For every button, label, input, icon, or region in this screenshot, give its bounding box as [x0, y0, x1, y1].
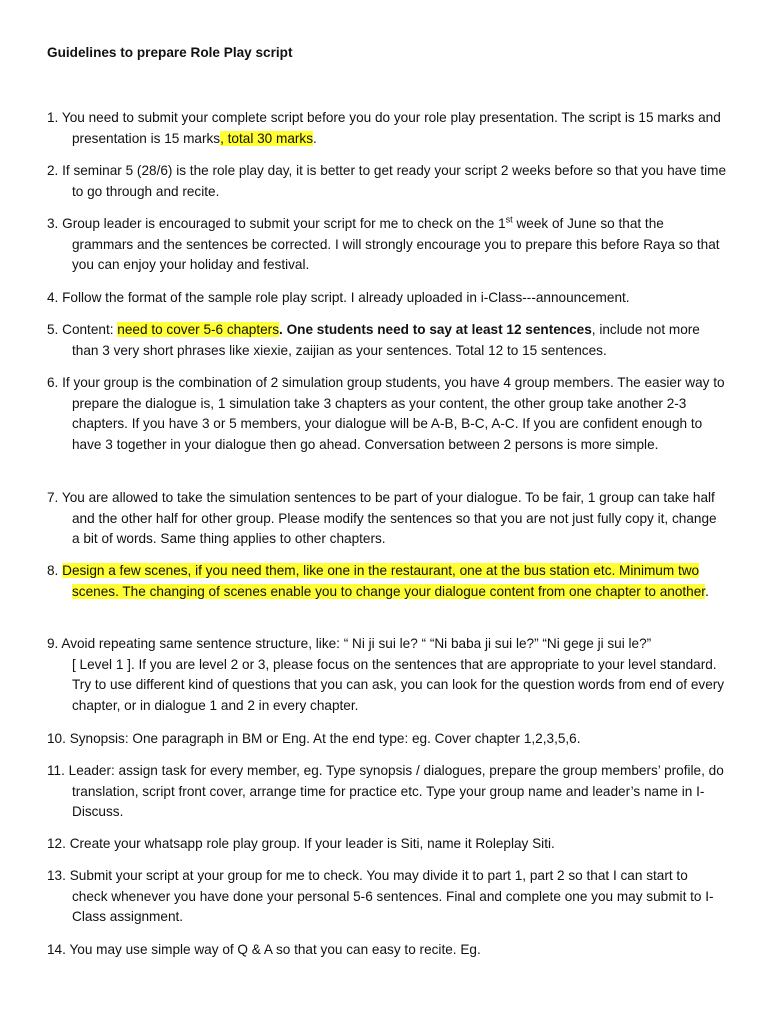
item-text: Follow the format of the sample role play script. I already uploaded in i-Class---announcement. — [62, 290, 630, 305]
item-text: Synopsis: One paragraph in BM or Eng. At the end type: eg. Cover chapter 1,2,3,5,6. — [69, 731, 581, 746]
guideline-item-13 — [47, 866, 727, 928]
item-text-cont: week of June so that the grammars and the sentences be corrected. I will strongly encourage you to prepare this before Raya so that you can enjoy your holiday and festival. — [72, 216, 720, 272]
item-text: Leader: assign task for every member, eg. Type synopsis / dialogues, prepare the group members’ profile, do translation, script front cover, arrange time for practice etc. Type your group name and leader’s name in I-Discuss. — [68, 763, 724, 819]
item-text: Create your whatsapp role play group. If your leader is Siti, name it Roleplay Siti. — [69, 836, 555, 851]
guideline-item-6 — [47, 373, 727, 455]
guideline-item-14 — [47, 940, 727, 961]
item-number: 5. — [47, 322, 59, 337]
item-text: Avoid repeating same sentence structure, like: “ Ni ji sui le? “ “Ni baba ji sui le?” “Ni gege ji sui le?” — [61, 636, 652, 651]
item-text: If your group is the combination of 2 simulation group students, you have 4 group members. The easier way to prepare the dialogue is, 1 simulation take 3 chapters as your content, the other group take another 2-3 chapters. If you have 3 or 5 members, your dialogue will be A-B, B-C, A-C. If you are confident enough to have 3 together in your dialogue then go ahead. Conversation between 2 persons is more simple. — [62, 375, 725, 452]
guideline-item-5 — [47, 320, 727, 361]
item-text: You are allowed to take the simulation sentences to be part of your dialogue. To be fair, 1 group can take half and the other half for other group. Please modify the sentences so that you are not just fully copy it, change a bit of words. Same thing applies to other chapters. — [61, 490, 717, 546]
item-text-end: . — [313, 130, 317, 146]
highlighted-text: Design a few scenes, if you need them, like one in the restaurant, one at the bus station etc. Minimum two scenes. The changing of scenes enable you to change your dialogue content from one chapter to another — [62, 563, 706, 599]
item-text: If seminar 5 (28/6) is the role play day, it is better to get ready your script 2 weeks before so that you have time to go through and recite. — [62, 163, 727, 199]
item-number: 2. — [47, 163, 59, 178]
document-title: Guidelines to prepare Role Play script — [47, 45, 293, 60]
ordinal-suffix: st — [505, 214, 513, 225]
item-number: 1. — [47, 110, 59, 125]
guideline-item-8 — [47, 561, 727, 602]
item-text-cont: , include not more than 3 very short phrases like xiexie, zaijian as your sentences. Total 12 to 15 sentences. — [72, 322, 700, 358]
guideline-item-9 — [47, 634, 727, 716]
item-text-end: . — [705, 583, 709, 599]
item-number: 3. — [47, 216, 59, 231]
item-number: 10. — [47, 731, 66, 746]
guideline-item-1 — [47, 108, 727, 149]
item-text: You need to submit your complete script before you do your role play presentation. The script is 15 marks and presentation is 15 marks — [61, 110, 721, 146]
item-number: 12. — [47, 836, 66, 851]
item-number: 8. — [47, 563, 59, 578]
item-number: 13. — [47, 868, 66, 883]
item-text: Submit your script at your group for me to check. You may divide it to part 1, part 2 so that I can start to check whenever you have done your personal 5-6 sentences. Final and complete one you may submit to I-Class assignment. — [69, 868, 714, 924]
item-number: 14. — [47, 942, 66, 957]
guideline-item-10 — [47, 729, 727, 750]
item-number: 9. — [47, 636, 59, 651]
guideline-item-11 — [47, 761, 727, 823]
item-number: 7. — [47, 490, 59, 505]
item-text: Group leader is encouraged to submit your script for me to check on the 1 — [62, 216, 506, 231]
item-text: Content: — [62, 322, 118, 337]
item-number: 11. — [47, 763, 65, 778]
item-number: 6. — [47, 375, 59, 390]
level-note: [ Level 1 ]. If you are level 2 or 3, please focus on the sentences that are appropriate to your level standard. Try to use different kind of questions that you can ask, you can look for the question words from end of every chapter, or in dialogue 1 and 2 in every chapter. — [72, 656, 725, 713]
highlighted-text: need to cover 5-6 chapters — [117, 322, 280, 337]
item-number: 4. — [47, 290, 59, 305]
guideline-item-12 — [47, 834, 727, 855]
highlighted-text: , total 30 marks — [220, 130, 314, 146]
guideline-item-4 — [47, 288, 727, 309]
bold-text: . One students need to say at least 12 sentences — [279, 322, 592, 337]
guideline-item-7 — [47, 488, 727, 550]
item-text: You may use simple way of Q & A so that you can easy to recite. Eg. — [69, 942, 481, 957]
guideline-item-3 — [47, 214, 727, 276]
guideline-item-2 — [47, 161, 727, 202]
